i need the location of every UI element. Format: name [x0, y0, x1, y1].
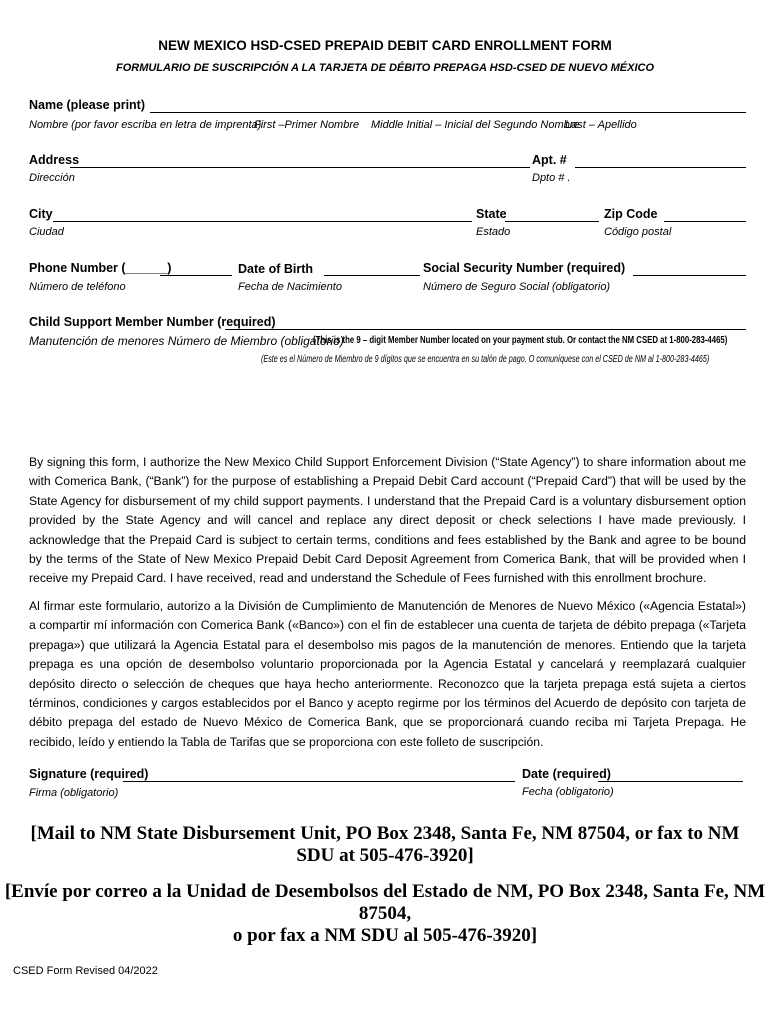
name-label-es: Nombre (por favor escriba en letra de imprenta): [29, 119, 262, 131]
signature-label-es: Firma (obligatorio): [29, 787, 119, 799]
ssn-label-es: Número de Seguro Social (obligatorio): [423, 281, 611, 293]
name-label: Name (please print): [29, 98, 146, 112]
date-input-line[interactable]: [598, 781, 743, 782]
date-label: Date (required): [522, 767, 611, 781]
member-number-note-es: (Este es el Número de Miembro de 9 dígitos que se encuentra en su talón de pago. O comuníquese con el CSED de NM al 1-800-283-4465): [261, 354, 710, 365]
name-input-line[interactable]: [150, 112, 746, 113]
date-label-es: Fecha (obligatorio): [522, 786, 614, 798]
dob-label: Date of Birth: [238, 262, 313, 276]
member-number-input-line[interactable]: [225, 329, 746, 330]
apt-label-es: Dpto # .: [532, 172, 571, 184]
phone-input-line[interactable]: [160, 275, 232, 276]
apt-input-line[interactable]: [575, 167, 746, 168]
mailing-instructions-spanish: [0, 881, 770, 947]
first-name-hint: First –Primer Nombre: [254, 119, 360, 131]
mailing-english-line-2: SDU at 505-476-3920]: [296, 845, 474, 866]
city-input-line[interactable]: [53, 221, 472, 222]
mailing-instructions-english: [0, 823, 770, 867]
state-input-line[interactable]: [505, 221, 599, 222]
state-label-es: Estado: [476, 226, 511, 238]
ssn-input-line[interactable]: [633, 275, 746, 276]
city-label-es: Ciudad: [29, 226, 64, 238]
dob-label-es: Fecha de Nacimiento: [238, 281, 342, 293]
mailing-spanish-line-2: o por fax a NM SDU al 505-476-3920]: [232, 925, 538, 946]
phone-label: Phone Number (______): [29, 261, 172, 275]
form-title: NEW MEXICO HSD-CSED PREPAID DEBIT CARD ENROLLMENT FORM: [158, 38, 612, 53]
zip-label: Zip Code: [604, 207, 658, 221]
member-number-note: (This is the 9 – digit Member Number located on your payment stub. Or contact the NM CSED at 1-800-283-4465): [313, 335, 728, 346]
last-name-hint: Last – Apellido: [565, 119, 637, 131]
dob-input-line[interactable]: [324, 275, 420, 276]
signature-input-line[interactable]: [123, 781, 515, 782]
address-label-es: Dirección: [29, 172, 75, 184]
middle-initial-hint: Middle Initial – Inicial del Segundo Nombre: [371, 119, 580, 131]
authorization-paragraph-spanish: Al firmar este formulario, autorizo a la División de Cumplimiento de Manutención de Menores de Nuevo México («Agencia Estatal») a compartir mí información con Comerica Bank («Banco») con el fin de establecer una cuenta de tarjeta de débito prepaga («Tarjeta prepaga») que utilizará la Agencia Estatal para el desembolso mis pagos de la manutención de menores. Entiendo que la tarjeta prepaga es una opción de desembolso voluntario proporcionada por la Agencia Estatal y cancelará y reemplazará cualquier depósito directo o selección de cheques que haya hecho anteriormente. Reconozco que la tarjeta prepaga está sujeta a ciertos términos, condiciones y cargos establecidos por el Banco y acepto regirme por los términos del Acuerdo de depósito con tarjeta de débito prepaga del estado de Nuevo México de Comerica Bank, que se proporcionará cuando reciba mi Tarjeta Prepaga. He recibido, leído y entiendo la Tabla de Tarifas que se proporciona con este folleto de suscripción.: [29, 599, 746, 749]
mailing-spanish-line-1: [Envíe por correo a la Unidad de Desembolsos del Estado de NM, PO Box 2348, Santa Fe, NM 87504,: [4, 881, 766, 924]
authorization-paragraph-english: By signing this form, I authorize the New Mexico Child Support Enforcement Division (“State Agency”) to share information about me with Comerica Bank, (“Bank”) for the purpose of establishing a Prepaid Debit Card account (“Prepaid Card”) that will be used by the State Agency for disbursement of my child support payments. I understand that the Prepaid Card is a voluntary disbursement option provided by the State Agency and will cancel and replace any direct deposit or check selections I have made previously. I acknowledge that the Prepaid Card is subject to certain terms, conditions and fees established by the Bank and agree to be bound by the terms of the State of New Mexico Prepaid Debit Card Deposit Agreement from Comerica Bank, that will be provided when I receive my Prepaid Card. I have received, read and understand the Schedule of Fees furnished with this enrollment brochure.: [29, 455, 746, 586]
member-number-label: Child Support Member Number (required): [29, 315, 276, 329]
mailing-english-line-1: [Mail to NM State Disbursement Unit, PO Box 2348, Santa Fe, NM 87504, or fax to NM: [30, 823, 740, 844]
address-input-line[interactable]: [70, 167, 530, 168]
city-label: City: [29, 207, 53, 221]
phone-label-es: Número de teléfono: [29, 281, 126, 293]
zip-label-es: Código postal: [604, 226, 672, 238]
signature-label: Signature (required): [29, 767, 149, 781]
member-number-label-es: Manutención de menores Número de Miembro (obligatorio): [29, 334, 344, 348]
apt-label: Apt. #: [532, 153, 567, 167]
zip-input-line[interactable]: [664, 221, 746, 222]
address-label: Address: [29, 153, 80, 167]
ssn-label: Social Security Number (required): [423, 261, 626, 275]
state-label: State: [476, 207, 507, 221]
form-revision-footer: CSED Form Revised 04/2022: [13, 965, 158, 977]
form-subtitle: FORMULARIO DE SUSCRIPCIÓN A LA TARJETA DE DÉBITO PREPAGA HSD-CSED DE NUEVO MÉXICO: [115, 62, 655, 74]
